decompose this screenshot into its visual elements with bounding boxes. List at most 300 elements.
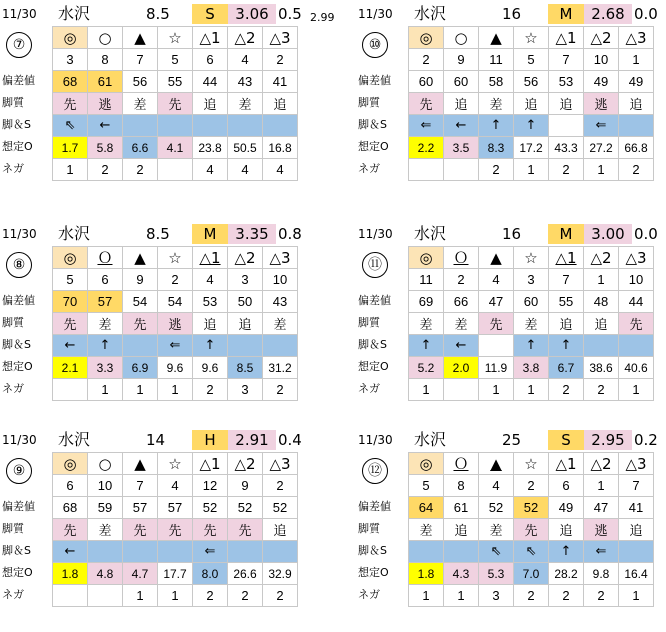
odds-cell: 5.2 <box>409 357 444 379</box>
race-card <box>0 428 310 628</box>
mark-cell: ☆ <box>158 27 193 49</box>
grade-badge: M <box>192 224 228 244</box>
race-table <box>52 452 298 607</box>
horse-number-cell: 7 <box>123 49 158 71</box>
row-label: 脚質 <box>358 96 380 109</box>
nega-cell: 4 <box>263 159 298 181</box>
nega-cell: 4 <box>193 159 228 181</box>
grade-badge: M <box>548 4 584 24</box>
leg-cell: ⇐ <box>584 541 619 563</box>
row-label: 脚＆S <box>358 118 387 131</box>
style-cell: 追 <box>514 93 549 115</box>
nega-cell: 2 <box>549 585 584 607</box>
nega-row <box>53 379 298 401</box>
row-label: 脚＆S <box>358 338 387 351</box>
odds-cell: 4.7 <box>123 563 158 585</box>
dev-row <box>409 497 654 519</box>
row-labels <box>0 290 52 400</box>
race-card <box>0 2 335 202</box>
deviation-cell: 52 <box>193 497 228 519</box>
deviation-cell: 44 <box>193 71 228 93</box>
nega-cell: 2 <box>549 159 584 181</box>
horse-number-cell: 10 <box>619 269 654 291</box>
horse-number-cell: 6 <box>53 475 88 497</box>
deviation-cell: 60 <box>514 291 549 313</box>
style-cell: 先 <box>193 519 228 541</box>
deviation-cell: 56 <box>123 71 158 93</box>
style-row <box>53 519 298 541</box>
deviation-cell: 52 <box>263 497 298 519</box>
odds-cell: 6.6 <box>123 137 158 159</box>
style-cell: 追 <box>549 519 584 541</box>
horse-number-cell: 10 <box>263 269 298 291</box>
odds-cell: 38.6 <box>584 357 619 379</box>
distance-value: 8.5 <box>146 5 170 23</box>
leg-cell <box>158 115 193 137</box>
horse-number-cell: 2 <box>409 49 444 71</box>
venue-name: 水沢 <box>58 4 91 23</box>
style-cell: 先 <box>158 93 193 115</box>
horse-number-cell: 1 <box>584 269 619 291</box>
style-cell: 追 <box>619 519 654 541</box>
race-table <box>52 26 298 181</box>
nega-cell: 2 <box>193 379 228 401</box>
nega-cell: 1 <box>53 159 88 181</box>
deviation-cell: 60 <box>409 71 444 93</box>
style-cell: 差 <box>228 93 263 115</box>
mark-cell: ☆ <box>514 453 549 475</box>
deviation-cell: 61 <box>88 71 123 93</box>
leg-cell <box>228 335 263 357</box>
leg-cell <box>584 335 619 357</box>
odds-cell: 9.8 <box>584 563 619 585</box>
deviation-cell: 70 <box>53 291 88 313</box>
leg-cell <box>263 115 298 137</box>
race-header <box>356 222 666 244</box>
leg-cell: ↑ <box>514 335 549 357</box>
style-cell: 逃 <box>584 519 619 541</box>
leg-cell <box>193 115 228 137</box>
style-cell: 追 <box>619 93 654 115</box>
mark-cell: △3 <box>263 247 298 269</box>
nega-cell: 2 <box>228 585 263 607</box>
style-cell: 追 <box>584 313 619 335</box>
style-cell: 差 <box>88 519 123 541</box>
nega-row <box>409 159 654 181</box>
nega-cell: 1 <box>409 379 444 401</box>
deviation-cell: 53 <box>193 291 228 313</box>
row-labels <box>356 496 408 606</box>
mark-cell: ▲ <box>479 453 514 475</box>
odds-row <box>409 357 654 379</box>
mark-cell: ○ <box>444 27 479 49</box>
deviation-cell: 61 <box>444 497 479 519</box>
mark-cell: △2 <box>228 453 263 475</box>
deviation-cell: 43 <box>263 291 298 313</box>
leg-cell: ↑ <box>409 335 444 357</box>
style-cell: 先 <box>53 519 88 541</box>
nega-cell: 1 <box>158 379 193 401</box>
race-header <box>356 428 666 450</box>
row-label: 想定O <box>358 140 389 153</box>
venue-name: 水沢 <box>414 224 447 243</box>
horse-number-cell: 9 <box>444 49 479 71</box>
ratio-value: 3.00 <box>584 224 632 244</box>
leg-cell <box>549 115 584 137</box>
style-cell: 追 <box>549 93 584 115</box>
horse-number-cell: 7 <box>549 49 584 71</box>
nega-cell: 2 <box>514 585 549 607</box>
mark-cell: △3 <box>619 27 654 49</box>
horse-number-cell: 3 <box>228 269 263 291</box>
ratio-value: 2.91 <box>228 430 276 450</box>
horse-number-cell: 7 <box>549 269 584 291</box>
race-number: ⑫ <box>362 458 388 484</box>
distance-value: 8.5 <box>146 225 170 243</box>
horse-number-cell: 2 <box>444 269 479 291</box>
race-card <box>356 2 666 202</box>
odds-cell: 40.6 <box>619 357 654 379</box>
mark-cell: △3 <box>263 27 298 49</box>
row-labels <box>0 496 52 606</box>
mark-cell: ▲ <box>479 27 514 49</box>
marks-row <box>409 453 654 475</box>
row-labels <box>0 70 52 180</box>
deviation-cell: 47 <box>584 497 619 519</box>
style-cell: 先 <box>514 519 549 541</box>
horse-number-cell: 7 <box>123 475 158 497</box>
race-header <box>0 222 310 244</box>
style-cell: 先 <box>53 93 88 115</box>
style-cell: 逃 <box>158 313 193 335</box>
odds-cell: 1.7 <box>53 137 88 159</box>
leg-cell <box>409 541 444 563</box>
horse-number-cell: 1 <box>619 49 654 71</box>
dev-row <box>409 291 654 313</box>
mark-cell: ▲ <box>123 247 158 269</box>
odds-cell: 5.8 <box>88 137 123 159</box>
mark-cell: ☆ <box>158 453 193 475</box>
ratio-value: 2.68 <box>584 4 632 24</box>
leg-cell <box>228 115 263 137</box>
row-label: 脚＆S <box>2 118 31 131</box>
style-cell: 差 <box>263 313 298 335</box>
odds-cell: 26.6 <box>228 563 263 585</box>
nega-cell: 1 <box>584 159 619 181</box>
nega-cell: 1 <box>479 379 514 401</box>
row-label: 想定O <box>2 566 33 579</box>
race-date: 11/30 <box>358 433 393 447</box>
odds-cell: 9.6 <box>193 357 228 379</box>
odds-row <box>409 563 654 585</box>
style-cell: 先 <box>53 313 88 335</box>
row-label: ネガ <box>2 162 24 175</box>
style-cell: 先 <box>409 93 444 115</box>
deviation-cell: 52 <box>228 497 263 519</box>
nega-cell: 1 <box>514 159 549 181</box>
nega-cell: 1 <box>158 585 193 607</box>
leg-cell: ↑ <box>479 115 514 137</box>
nega-cell <box>158 159 193 181</box>
extra-value: 0.0 <box>634 225 658 243</box>
dev-row <box>53 291 298 313</box>
deviation-cell: 54 <box>123 291 158 313</box>
nega-cell: 1 <box>514 379 549 401</box>
horse-number-cell: 3 <box>53 49 88 71</box>
row-label: 偏差値 <box>2 500 35 513</box>
race-card <box>356 222 666 422</box>
dev-row <box>409 71 654 93</box>
row-label: 脚＆S <box>358 544 387 557</box>
nega-cell: 1 <box>123 585 158 607</box>
mark-cell: △3 <box>619 247 654 269</box>
mark-cell: ▲ <box>123 453 158 475</box>
mark-cell: ☆ <box>514 27 549 49</box>
row-label: 想定O <box>2 140 33 153</box>
race-number: ⑦ <box>6 32 32 58</box>
odds-cell: 2.1 <box>53 357 88 379</box>
odds-cell: 50.5 <box>228 137 263 159</box>
mark-cell: Ｏ <box>88 247 123 269</box>
horse-number-cell: 2 <box>158 269 193 291</box>
leg-cell: ⇐ <box>193 541 228 563</box>
nega-cell: 2 <box>88 159 123 181</box>
leg-cell: ⇐ <box>409 115 444 137</box>
mark-cell: ☆ <box>158 247 193 269</box>
leg-row <box>53 115 298 137</box>
style-row <box>409 313 654 335</box>
nega-row <box>53 585 298 607</box>
nega-cell: 1 <box>619 379 654 401</box>
numbers-row <box>53 269 298 291</box>
horse-number-cell: 5 <box>514 49 549 71</box>
style-row <box>53 93 298 115</box>
deviation-cell: 56 <box>514 71 549 93</box>
mark-cell: △1 <box>549 247 584 269</box>
odds-cell: 28.2 <box>549 563 584 585</box>
style-cell: 追 <box>444 93 479 115</box>
odds-cell: 8.0 <box>193 563 228 585</box>
odds-row <box>409 137 654 159</box>
style-cell: 追 <box>228 313 263 335</box>
leg-cell <box>619 335 654 357</box>
extra-value: 0.4 <box>278 431 302 449</box>
odds-cell: 3.8 <box>514 357 549 379</box>
deviation-cell: 68 <box>53 497 88 519</box>
deviation-cell: 59 <box>88 497 123 519</box>
odds-cell: 23.8 <box>193 137 228 159</box>
numbers-row <box>53 49 298 71</box>
grade-badge: S <box>548 430 584 450</box>
leg-row <box>53 541 298 563</box>
odds-cell: 4.1 <box>158 137 193 159</box>
row-label: 偏差値 <box>358 500 391 513</box>
odds-cell: 27.2 <box>584 137 619 159</box>
leg-cell: ⇐ <box>158 335 193 357</box>
distance-value: 16 <box>502 5 522 23</box>
row-label: 脚＆S <box>2 338 31 351</box>
row-label: ネガ <box>358 382 380 395</box>
deviation-cell: 68 <box>53 71 88 93</box>
odds-cell: 2.2 <box>409 137 444 159</box>
marks-row <box>409 27 654 49</box>
race-date: 11/30 <box>358 227 393 241</box>
horse-number-cell: 5 <box>158 49 193 71</box>
venue-name: 水沢 <box>414 430 447 449</box>
horse-number-cell: 8 <box>444 475 479 497</box>
nega-cell: 2 <box>193 585 228 607</box>
deviation-cell: 49 <box>619 71 654 93</box>
ratio-value: 2.95 <box>584 430 632 450</box>
horse-number-cell: 3 <box>514 269 549 291</box>
row-label: 脚質 <box>2 316 24 329</box>
nega-cell: 2 <box>123 159 158 181</box>
style-cell: 追 <box>263 519 298 541</box>
odds-cell: 8.3 <box>479 137 514 159</box>
mark-cell: ◎ <box>409 453 444 475</box>
odds-row <box>53 357 298 379</box>
extra-value: 0.0 <box>634 5 658 23</box>
deviation-cell: 50 <box>228 291 263 313</box>
marks-row <box>53 453 298 475</box>
leg-cell <box>158 541 193 563</box>
leg-cell: ↑ <box>514 115 549 137</box>
odds-cell: 16.4 <box>619 563 654 585</box>
nega-row <box>409 379 654 401</box>
leg-cell: ⇖ <box>514 541 549 563</box>
horse-number-cell: 6 <box>549 475 584 497</box>
horse-number-cell: 5 <box>53 269 88 291</box>
nega-cell: 2 <box>619 159 654 181</box>
horse-number-cell: 2 <box>263 49 298 71</box>
odds-cell: 2.0 <box>444 357 479 379</box>
odds-cell: 66.8 <box>619 137 654 159</box>
race-number: ⑧ <box>6 252 32 278</box>
deviation-cell: 69 <box>409 291 444 313</box>
row-label: 脚質 <box>358 316 380 329</box>
odds-cell: 1.8 <box>53 563 88 585</box>
odds-row <box>53 563 298 585</box>
style-cell: 逃 <box>88 93 123 115</box>
race-date: 11/30 <box>2 227 37 241</box>
style-cell: 追 <box>549 313 584 335</box>
mark-cell: ○ <box>88 27 123 49</box>
deviation-cell: 41 <box>619 497 654 519</box>
extra-value-2: 2.99 <box>310 11 335 24</box>
race-number: ⑨ <box>6 458 32 484</box>
leg-cell <box>123 541 158 563</box>
deviation-cell: 53 <box>549 71 584 93</box>
odds-cell: 3.3 <box>88 357 123 379</box>
nega-cell: 2 <box>584 379 619 401</box>
style-cell: 逃 <box>584 93 619 115</box>
leg-cell <box>444 541 479 563</box>
deviation-cell: 57 <box>123 497 158 519</box>
nega-cell <box>53 379 88 401</box>
leg-cell: ↑ <box>88 335 123 357</box>
deviation-cell: 55 <box>158 71 193 93</box>
style-cell: 追 <box>193 313 228 335</box>
leg-cell <box>123 115 158 137</box>
style-cell: 先 <box>123 519 158 541</box>
odds-cell: 17.7 <box>158 563 193 585</box>
horse-number-cell: 2 <box>514 475 549 497</box>
numbers-row <box>409 269 654 291</box>
odds-cell: 6.9 <box>123 357 158 379</box>
deviation-cell: 55 <box>549 291 584 313</box>
style-cell: 先 <box>228 519 263 541</box>
deviation-cell: 57 <box>158 497 193 519</box>
horse-number-cell: 11 <box>479 49 514 71</box>
deviation-cell: 52 <box>479 497 514 519</box>
leg-cell <box>479 335 514 357</box>
style-cell: 追 <box>193 93 228 115</box>
style-cell: 追 <box>263 93 298 115</box>
leg-cell: ⇖ <box>53 115 88 137</box>
horse-number-cell: 10 <box>88 475 123 497</box>
grade-badge: H <box>192 430 228 450</box>
mark-cell: ◎ <box>409 247 444 269</box>
horse-number-cell: 4 <box>193 269 228 291</box>
nega-cell <box>53 585 88 607</box>
deviation-cell: 49 <box>549 497 584 519</box>
mark-cell: △2 <box>228 27 263 49</box>
venue-name: 水沢 <box>414 4 447 23</box>
leg-row <box>409 541 654 563</box>
odds-cell: 16.8 <box>263 137 298 159</box>
race-header <box>356 2 666 24</box>
nega-row <box>53 159 298 181</box>
mark-cell: ◎ <box>53 247 88 269</box>
race-table <box>408 246 654 401</box>
mark-cell: △1 <box>193 247 228 269</box>
mark-cell: ☆ <box>514 247 549 269</box>
odds-cell: 9.6 <box>158 357 193 379</box>
distance-value: 25 <box>502 431 522 449</box>
nega-cell: 3 <box>479 585 514 607</box>
mark-cell: ○ <box>88 453 123 475</box>
ratio-value: 3.35 <box>228 224 276 244</box>
leg-cell: ↑ <box>549 541 584 563</box>
odds-cell: 7.0 <box>514 563 549 585</box>
venue-name: 水沢 <box>58 224 91 243</box>
odds-cell: 31.2 <box>263 357 298 379</box>
dev-row <box>53 71 298 93</box>
leg-cell: ← <box>53 335 88 357</box>
distance-value: 16 <box>502 225 522 243</box>
deviation-cell: 64 <box>409 497 444 519</box>
horse-number-cell: 5 <box>409 475 444 497</box>
leg-cell: ⇖ <box>479 541 514 563</box>
grade-badge: M <box>548 224 584 244</box>
marks-row <box>53 247 298 269</box>
leg-row <box>409 335 654 357</box>
row-label: 偏差値 <box>358 74 391 87</box>
odds-cell: 32.9 <box>263 563 298 585</box>
row-label: 想定O <box>358 360 389 373</box>
race-date: 11/30 <box>358 7 393 21</box>
row-label: 脚質 <box>358 522 380 535</box>
style-cell: 差 <box>88 313 123 335</box>
style-cell: 差 <box>479 93 514 115</box>
mark-cell: ▲ <box>479 247 514 269</box>
row-label: 偏差値 <box>2 74 35 87</box>
horse-number-cell: 4 <box>479 475 514 497</box>
extra-value: 0.5 <box>278 5 302 23</box>
extra-value: 0.8 <box>278 225 302 243</box>
leg-cell <box>88 541 123 563</box>
grade-badge: S <box>192 4 228 24</box>
